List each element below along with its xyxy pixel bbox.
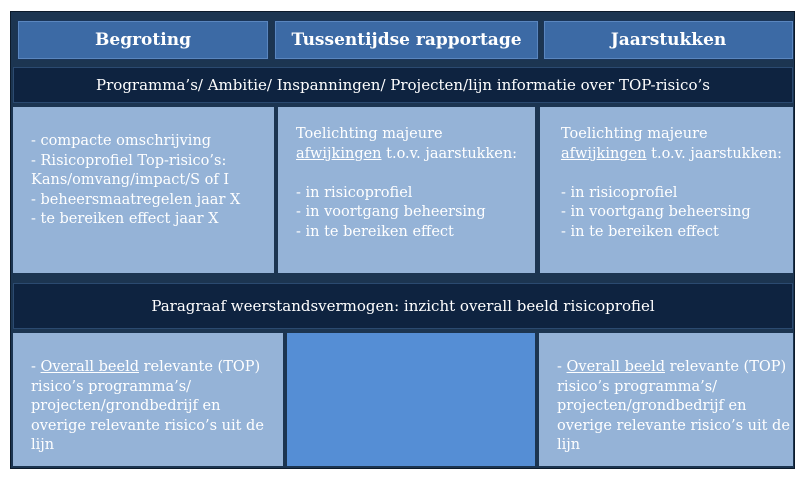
- list-item: - in voortgang beheersing: [296, 204, 486, 221]
- list-item: - Risicoprofiel Top-risico’s:: [31, 152, 227, 169]
- band-top-risicos: Programma’s/ Ambitie/ Inspanningen/ Projecten/lijn informatie over TOP-risico’s: [13, 67, 793, 103]
- text-line: projecten/grondbedrijf en: [31, 398, 221, 415]
- list-item: - te bereiken effect jaar X: [31, 211, 219, 228]
- underlined-term: Overall beeld: [40, 359, 139, 375]
- text-line: overige relevante risico’s uit de: [557, 417, 790, 434]
- list-item: - in te bereiken effect: [561, 223, 719, 240]
- text-line: lijn: [31, 437, 55, 454]
- list-item: - beheersmaatregelen jaar X: [31, 191, 241, 208]
- list-item: - in te bereiken effect: [296, 223, 454, 240]
- list-item: Kans/omvang/impact/S of I: [31, 172, 230, 189]
- text-fragment: t.o.v. jaarstukken:: [646, 145, 783, 162]
- header-tussentijdse-rapportage: Tussentijdse rapportage: [274, 20, 539, 60]
- text-line: projecten/grondbedrijf en: [557, 398, 747, 415]
- text-line: [296, 145, 525, 165]
- text-fragment: relevante (TOP): [139, 359, 261, 375]
- text-fragment: -: [557, 359, 567, 375]
- list-item: - in risicoprofiel: [561, 184, 678, 201]
- text-fragment: relevante (TOP): [665, 359, 787, 375]
- underlined-term: Overall beeld: [566, 359, 665, 375]
- text-line: Toelichting majeure: [561, 126, 708, 142]
- text-line: lijn: [557, 437, 581, 454]
- text-line: [557, 358, 787, 378]
- text-line: [561, 145, 783, 165]
- list-item: - compacte omschrijving: [31, 133, 212, 149]
- cell-jaarstukken-overall: [539, 333, 793, 466]
- list-item: - in voortgang beheersing: [561, 204, 751, 221]
- text-line: risico’s programma’s/: [557, 378, 718, 395]
- header-begroting: Begroting: [17, 20, 269, 60]
- band-weerstandsvermogen: Paragraaf weerstandsvermogen: inzicht overall beeld risicoprofiel: [13, 283, 793, 329]
- cell-begroting-overall: [13, 333, 283, 466]
- text-fragment: -: [31, 359, 41, 375]
- text-fragment: t.o.v. jaarstukken:: [381, 145, 518, 162]
- cell-tussentijds-content: [278, 107, 535, 273]
- text-line: overige relevante risico’s uit de: [31, 417, 264, 434]
- underlined-term: afwijkingen: [561, 145, 647, 162]
- cell-tussentijds-empty: [287, 333, 535, 466]
- cell-begroting-content: [13, 107, 274, 273]
- text-line: risico’s programma’s/: [31, 378, 192, 395]
- list-item: - in risicoprofiel: [296, 184, 413, 201]
- text-line: Toelichting majeure: [296, 126, 443, 142]
- cell-jaarstukken-content: [540, 107, 793, 273]
- underlined-term: afwijkingen: [296, 145, 382, 162]
- text-line: [31, 358, 273, 378]
- header-jaarstukken: Jaarstukken: [543, 20, 794, 60]
